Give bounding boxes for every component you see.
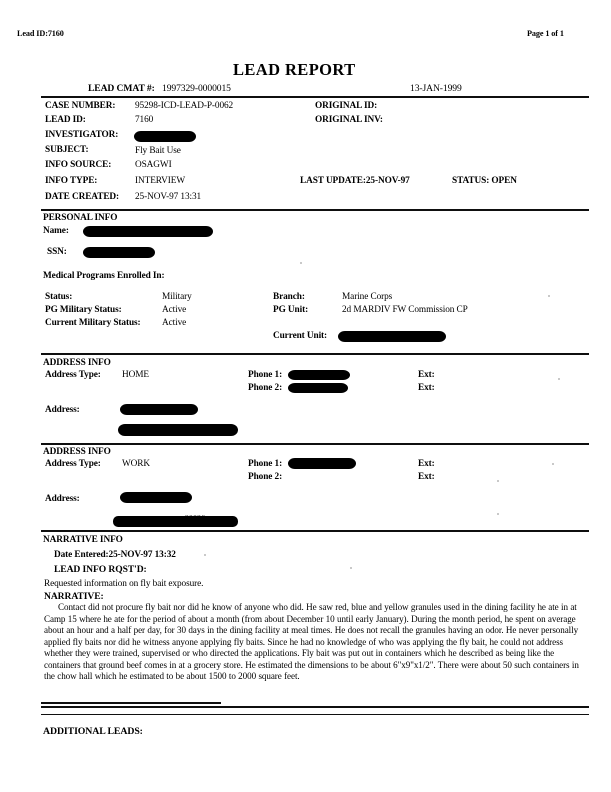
ssn-label: SSN: xyxy=(47,247,67,257)
cmat-label: LEAD CMAT #: xyxy=(88,83,155,94)
investigator-redaction xyxy=(134,131,196,142)
address-home-line2-redaction xyxy=(118,424,238,436)
address-work-phone2-label: Phone 2: xyxy=(248,472,283,482)
investigator-label: INVESTIGATOR: xyxy=(45,130,119,140)
scan-speckle xyxy=(204,554,206,556)
scan-speckle xyxy=(300,262,302,264)
subject-value: Fly Bait Use xyxy=(135,146,181,156)
info-type-label: INFO TYPE: xyxy=(45,176,98,186)
address-home-heading: ADDRESS INFO xyxy=(43,358,111,368)
date-created-value: 25-NOV-97 13:31 xyxy=(135,192,202,202)
address-work-ext2-label: Ext: xyxy=(418,472,435,482)
case-number-value: 95298-ICD-LEAD-P-0062 xyxy=(135,101,234,111)
status-badge: STATUS: OPEN xyxy=(452,176,517,186)
pg-unit-label: PG Unit: xyxy=(273,305,309,315)
scan-speckle xyxy=(497,513,499,515)
address-home-ext2-label: Ext: xyxy=(418,383,435,393)
lead-info-rqstd-text: Requested information on fly bait exposure. xyxy=(44,579,204,589)
divider-case-personal xyxy=(41,209,589,211)
address-home-phone2-label: Phone 2: xyxy=(248,383,283,393)
address-home-line1-redaction xyxy=(120,404,198,415)
address-work-type-value: WORK xyxy=(122,459,151,469)
pg-military-status-value: Active xyxy=(162,305,187,315)
original-id-label: ORIGINAL ID: xyxy=(315,101,378,111)
divider-top xyxy=(41,96,589,98)
address-work-line1-redaction xyxy=(120,492,192,503)
scan-speckle xyxy=(558,378,560,380)
pg-military-status-label: PG Military Status: xyxy=(45,305,122,315)
case-number-label: CASE NUMBER: xyxy=(45,101,116,111)
current-unit-label: Current Unit: xyxy=(273,331,328,341)
narrative-body: Contact did not procure fly bait nor did he know of anyone who did. He saw red, blue and yellow granules used in the dining facility he ate in at Camp 15 where he ate for the period of about a month (from about December 10 until early January). During the month period, he spent on average about an hour and a half per day, for 30 days in the dining facility at meal times. He does not recall the granules having an odor. He never personally applied fly baits nor did he witness anyone applying fly baits. Since he had no knowledge of who was applying the fly bait, he could not address whether they were trained, supervised or who directed the applications. Fly bait was put out in containers which he described as being like the containers that ground beef comes in at a grocery store. He estimated the dimensions to be about 6"x9"x1/2". There were about 50 such containers in the chow hall which he estimated to be about 1500 to 2000 square feet. xyxy=(44,602,579,682)
divider-address-narrative xyxy=(41,530,589,532)
report-date: 13-JAN-1999 xyxy=(410,83,462,94)
address-home-phone2-redaction xyxy=(288,383,348,393)
cmat-value: 1997329-0000015 xyxy=(162,83,231,94)
branch-value: Marine Corps xyxy=(342,292,393,302)
address-work-heading: ADDRESS INFO xyxy=(43,447,111,457)
address-home-phone1-redaction xyxy=(288,370,350,380)
branch-label: Branch: xyxy=(273,292,305,302)
divider-narrative-upper xyxy=(41,706,589,708)
personal-info-heading: PERSONAL INFO xyxy=(43,213,118,223)
address-home-type-value: HOME xyxy=(122,370,149,380)
name-redaction xyxy=(83,226,213,237)
info-type-value: INTERVIEW xyxy=(135,176,185,186)
lead-id-label: LEAD ID: xyxy=(45,115,86,125)
narrative-info-heading: NARRATIVE INFO xyxy=(43,535,123,545)
ssn-redaction xyxy=(83,247,155,258)
divider-address-home-work xyxy=(41,443,589,445)
pg-unit-value: 2d MARDIV FW Commission CP xyxy=(342,305,468,315)
date-created-label: DATE CREATED: xyxy=(45,192,120,202)
current-military-status-value: Active xyxy=(162,318,187,328)
additional-leads-heading: ADDITIONAL LEADS: xyxy=(43,726,143,737)
divider-narrative-lower xyxy=(41,714,589,715)
header-page-number: Page 1 of 1 xyxy=(527,29,564,38)
scan-speckle xyxy=(497,480,499,482)
subject-label: SUBJECT: xyxy=(45,145,89,155)
lead-info-rqstd-label: LEAD INFO RQST'D: xyxy=(54,564,147,575)
status-label: Status: xyxy=(45,292,73,302)
scan-speckle xyxy=(350,567,352,569)
lead-id-value: 7160 xyxy=(135,115,154,125)
status-value: Military xyxy=(162,292,192,302)
page-title: LEAD REPORT xyxy=(233,60,356,79)
address-work-phone1-label: Phone 1: xyxy=(248,459,283,469)
address-home-type-label: Address Type: xyxy=(45,370,101,380)
info-source-label: INFO SOURCE: xyxy=(45,160,112,170)
address-work-phone1-redaction xyxy=(288,458,356,469)
address-work-type-label: Address Type: xyxy=(45,459,101,469)
address-home-ext1-label: Ext: xyxy=(418,370,435,380)
divider-personal-address xyxy=(41,353,589,355)
name-label: Name: xyxy=(43,226,69,236)
last-update-label: LAST UPDATE:25-NOV-97 xyxy=(300,176,410,186)
date-entered-label: Date Entered:25-NOV-97 13:32 xyxy=(54,550,176,560)
info-source-value: OSAGWI xyxy=(135,160,172,170)
current-unit-redaction xyxy=(338,331,446,342)
header-lead-id: Lead ID:7160 xyxy=(17,29,64,38)
address-home-address-label: Address: xyxy=(45,405,80,415)
scan-speckle xyxy=(548,295,550,297)
narrative-label: NARRATIVE: xyxy=(44,591,104,602)
medical-programs-label: Medical Programs Enrolled In: xyxy=(43,271,165,281)
original-inv-label: ORIGINAL INV: xyxy=(315,115,383,125)
address-home-phone1-label: Phone 1: xyxy=(248,370,283,380)
address-work-ext1-label: Ext: xyxy=(418,459,435,469)
address-work-line2-redaction xyxy=(113,516,238,527)
scan-speckle xyxy=(552,463,554,465)
address-work-address-label: Address: xyxy=(45,494,80,504)
divider-narrative-short xyxy=(41,702,221,704)
current-military-status-label: Current Military Status: xyxy=(45,318,141,328)
